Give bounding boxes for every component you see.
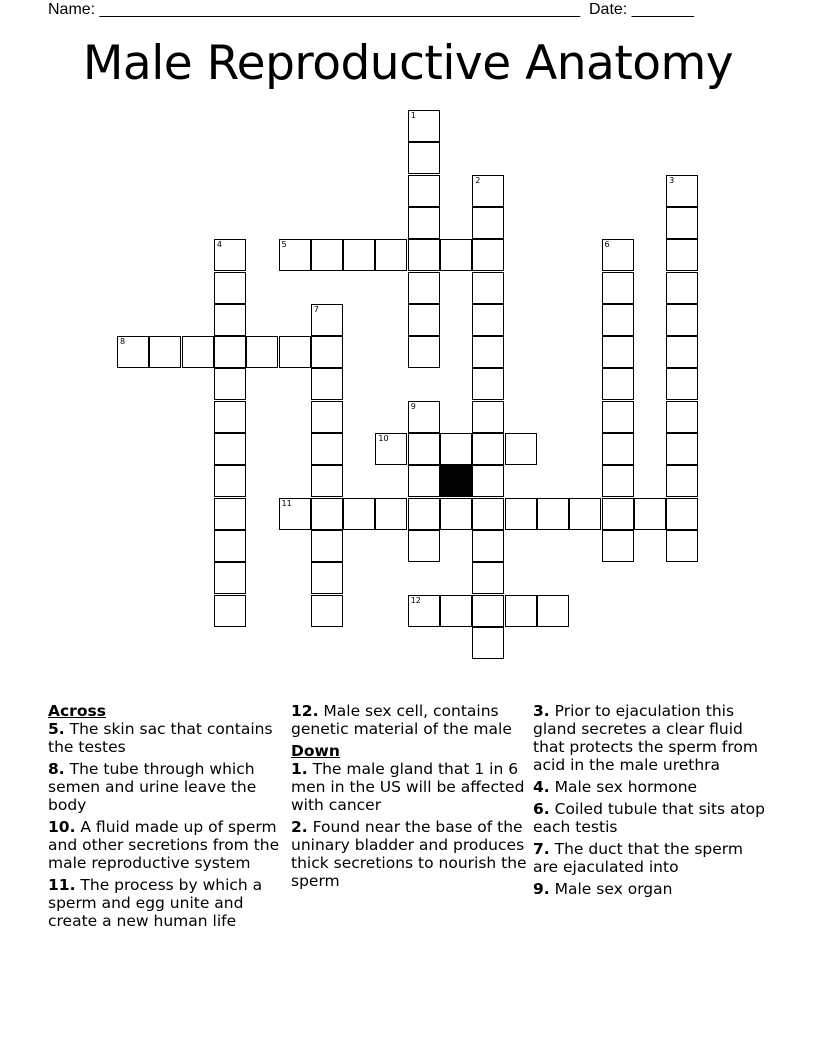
grid-cell[interactable] xyxy=(666,175,698,207)
grid-cell[interactable] xyxy=(408,272,440,304)
clue-text: Male sex cell, contains genetic material of the male xyxy=(291,702,512,738)
down-clue xyxy=(533,778,771,796)
grid-cell[interactable] xyxy=(408,239,440,271)
clue-text: The process by which a sperm and egg unite and create a new human life xyxy=(48,876,263,930)
grid-cell[interactable] xyxy=(408,110,440,142)
grid-cell[interactable] xyxy=(666,272,698,304)
clue-text: The tube through which semen and urine leave the body xyxy=(48,760,257,814)
clue-number: 12 xyxy=(410,595,421,605)
grid-cell[interactable] xyxy=(311,239,343,271)
clue-label-number: 1. xyxy=(291,760,308,778)
date-line[interactable]: _______ xyxy=(631,1,694,18)
down-clue xyxy=(533,880,771,898)
date-label: Date: xyxy=(588,1,628,18)
grid-cell[interactable] xyxy=(214,304,246,336)
grid-cell[interactable] xyxy=(602,433,634,465)
grid-cell[interactable] xyxy=(505,433,537,465)
clue-number: 4 xyxy=(216,240,222,250)
grid-cell[interactable] xyxy=(311,368,343,400)
grid-cell[interactable] xyxy=(214,272,246,304)
clue-label-number: 8. xyxy=(48,760,65,778)
grid-cell[interactable] xyxy=(472,465,504,497)
grid-cell[interactable] xyxy=(505,595,537,627)
grid-cell[interactable] xyxy=(343,498,375,530)
grid-cell[interactable] xyxy=(408,465,440,497)
grid-cell[interactable] xyxy=(117,336,149,368)
grid-cell[interactable] xyxy=(634,498,666,530)
grid-cell[interactable] xyxy=(440,433,472,465)
grid-cell[interactable] xyxy=(666,530,698,562)
grid-cell[interactable] xyxy=(214,465,246,497)
grid-cell[interactable] xyxy=(214,336,246,368)
grid-cell[interactable] xyxy=(440,595,472,627)
across-clue xyxy=(48,720,286,756)
clue-column-3 xyxy=(533,702,771,902)
across-clue xyxy=(48,760,286,814)
grid-cell[interactable] xyxy=(343,239,375,271)
clue-text: Male sex organ xyxy=(554,880,673,898)
grid-cell[interactable] xyxy=(537,498,569,530)
grid-cell[interactable] xyxy=(375,239,407,271)
clue-number: 5 xyxy=(281,240,287,250)
grid-cell[interactable] xyxy=(472,627,504,659)
grid-cell[interactable] xyxy=(311,433,343,465)
clue-label-number: 10. xyxy=(48,818,76,836)
grid-cell[interactable] xyxy=(279,239,311,271)
grid-cell[interactable] xyxy=(311,336,343,368)
across-heading: Across xyxy=(48,702,106,720)
grid-cell[interactable] xyxy=(666,433,698,465)
grid-cell[interactable] xyxy=(311,595,343,627)
grid-cell[interactable] xyxy=(472,562,504,594)
clue-label-number: 3. xyxy=(533,702,550,720)
clue-number: 1 xyxy=(410,111,416,120)
grid-cell[interactable] xyxy=(214,239,246,271)
clue-text: Prior to ejaculation this gland secretes a clear fluid that protects the sperm from acid in the male urethra xyxy=(533,702,758,774)
grid-cell[interactable] xyxy=(311,465,343,497)
clue-text: The duct that the sperm are ejaculated into xyxy=(533,840,743,876)
clue-label-number: 12. xyxy=(291,702,319,720)
clue-number: 7 xyxy=(313,304,319,314)
grid-cell[interactable] xyxy=(602,304,634,336)
clue-label-number: 6. xyxy=(533,800,550,818)
clue-number: 8 xyxy=(120,337,126,347)
grid-cell[interactable] xyxy=(602,530,634,562)
grid-cell[interactable] xyxy=(666,368,698,400)
grid-cell[interactable] xyxy=(408,336,440,368)
clue-text: A fluid made up of sperm and other secretions from the male reproductive system xyxy=(48,818,280,872)
clue-label-number: 5. xyxy=(48,720,65,738)
grid-cell[interactable] xyxy=(214,401,246,433)
grid-cell[interactable] xyxy=(214,530,246,562)
name-label: Name: xyxy=(48,1,96,18)
grid-cell[interactable] xyxy=(472,530,504,562)
grid-cell[interactable] xyxy=(214,368,246,400)
clue-column-2 xyxy=(291,702,529,894)
grid-cell[interactable] xyxy=(602,272,634,304)
clue-label-number: 2. xyxy=(291,818,308,836)
grid-cell[interactable] xyxy=(537,595,569,627)
grid-cell[interactable] xyxy=(472,401,504,433)
clue-label-number: 4. xyxy=(533,778,550,796)
grid-cell[interactable] xyxy=(602,401,634,433)
grid-cell[interactable] xyxy=(666,207,698,239)
grid-cell[interactable] xyxy=(472,272,504,304)
down-heading: Down xyxy=(291,742,340,760)
grid-cell[interactable] xyxy=(408,401,440,433)
grid-cell[interactable] xyxy=(311,498,343,530)
grid-cell[interactable] xyxy=(472,368,504,400)
grid-cell[interactable] xyxy=(311,401,343,433)
clue-text: Male sex hormone xyxy=(554,778,698,796)
clue-number: 11 xyxy=(281,498,292,508)
grid-cell[interactable] xyxy=(505,498,537,530)
grid-cell[interactable] xyxy=(408,142,440,174)
grid-cell[interactable] xyxy=(666,239,698,271)
grid-cell[interactable] xyxy=(440,498,472,530)
grid-cell[interactable] xyxy=(214,433,246,465)
clue-number: 3 xyxy=(669,175,675,185)
grid-cell[interactable] xyxy=(279,336,311,368)
down-clue xyxy=(291,760,529,814)
grid-cell[interactable] xyxy=(408,207,440,239)
black-square xyxy=(440,465,472,497)
clue-text: The skin sac that contains the testes xyxy=(48,720,273,756)
grid-cell[interactable] xyxy=(472,336,504,368)
grid-cell[interactable] xyxy=(408,595,440,627)
grid-cell[interactable] xyxy=(408,433,440,465)
clue-column-1 xyxy=(48,702,286,934)
grid-cell[interactable] xyxy=(214,595,246,627)
clue-text: The male gland that 1 in 6 men in the US will be affected with cancer xyxy=(291,760,525,814)
clue-number: 6 xyxy=(604,240,610,250)
down-clue xyxy=(533,702,771,774)
grid-cell[interactable] xyxy=(311,530,343,562)
across-clue xyxy=(48,876,286,930)
grid-cell[interactable] xyxy=(149,336,181,368)
grid-cell[interactable] xyxy=(311,562,343,594)
clue-text: Found near the base of the uninary bladder and produces thick secretions to nourish the sperm xyxy=(291,818,527,890)
grid-cell[interactable] xyxy=(666,336,698,368)
grid-cell[interactable] xyxy=(214,562,246,594)
clue-label-number: 11. xyxy=(48,876,76,894)
grid-cell[interactable] xyxy=(375,498,407,530)
clue-label-number: 9. xyxy=(533,880,550,898)
grid-cell[interactable] xyxy=(408,498,440,530)
grid-cell[interactable] xyxy=(375,433,407,465)
down-clue xyxy=(533,840,771,876)
down-clue xyxy=(533,800,771,836)
grid-cell[interactable] xyxy=(408,175,440,207)
grid-cell[interactable] xyxy=(472,207,504,239)
grid-cell[interactable] xyxy=(182,336,214,368)
down-clue xyxy=(291,818,529,890)
clue-number: 10 xyxy=(378,434,389,443)
grid-cell[interactable] xyxy=(472,239,504,271)
grid-cell[interactable] xyxy=(472,304,504,336)
grid-cell[interactable] xyxy=(602,336,634,368)
across-clue xyxy=(291,702,529,738)
clue-number: 2 xyxy=(475,175,481,185)
grid-cell[interactable] xyxy=(666,465,698,497)
grid-cell[interactable] xyxy=(408,304,440,336)
grid-cell[interactable] xyxy=(311,304,343,336)
clue-number: 9 xyxy=(410,401,416,411)
grid-cell[interactable] xyxy=(602,498,634,530)
grid-cell[interactable] xyxy=(472,433,504,465)
clue-label-number: 7. xyxy=(533,840,550,858)
grid-cell[interactable] xyxy=(279,498,311,530)
clue-text: Coiled tubule that sits atop each testis xyxy=(533,800,765,836)
across-clue xyxy=(48,818,286,872)
grid-cell[interactable] xyxy=(602,368,634,400)
grid-cell[interactable] xyxy=(472,595,504,627)
grid-cell[interactable] xyxy=(408,530,440,562)
name-date-header xyxy=(48,0,748,20)
grid-cell[interactable] xyxy=(666,498,698,530)
grid-cell[interactable] xyxy=(472,175,504,207)
name-line[interactable]: ______________________________________________________ xyxy=(99,1,581,18)
grid-cell[interactable] xyxy=(602,239,634,271)
grid-cell[interactable] xyxy=(246,336,278,368)
grid-cell[interactable] xyxy=(666,401,698,433)
page-title: Male Reproductive Anatomy xyxy=(82,36,734,91)
grid-cell[interactable] xyxy=(440,239,472,271)
grid-cell[interactable] xyxy=(472,498,504,530)
grid-cell[interactable] xyxy=(569,498,601,530)
grid-cell[interactable] xyxy=(602,465,634,497)
grid-cell[interactable] xyxy=(666,304,698,336)
grid-cell[interactable] xyxy=(214,498,246,530)
